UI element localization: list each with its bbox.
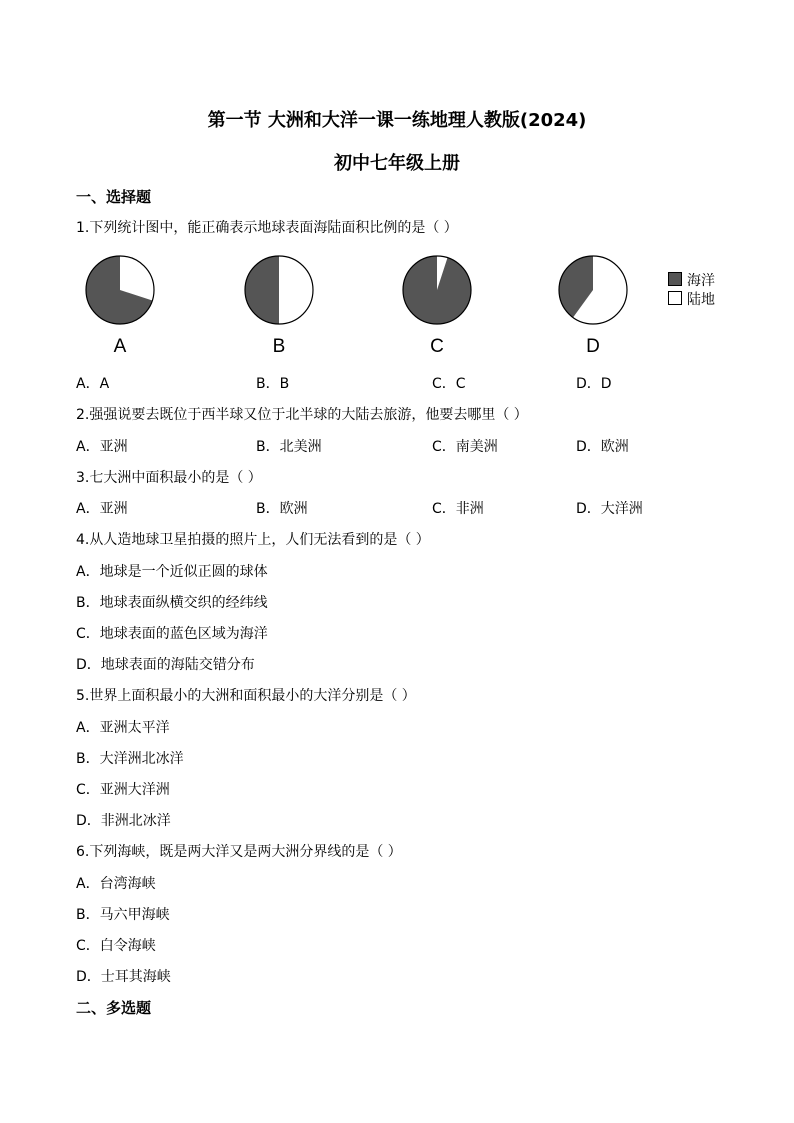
question-6-stem: 6.下列海峡，既是两大洋又是两大洲分界线的是（ ）	[76, 844, 402, 860]
pie-label-c: C	[430, 336, 444, 357]
q4-option-c: C．地球表面的蓝色区域为海洋	[76, 626, 268, 642]
question-1-stem: 1.下列统计图中，能正确表示地球表面海陆面积比例的是（ ）	[76, 220, 458, 236]
q6-option-c: C．白令海峡	[76, 938, 156, 954]
q3-option-a: A．亚洲	[76, 501, 128, 517]
legend-swatch-ocean	[668, 272, 682, 286]
pie-chart-a	[84, 254, 156, 326]
q1-option-b: B．B	[256, 376, 290, 392]
q2-option-a: A．亚洲	[76, 439, 128, 455]
legend-swatch-land	[668, 291, 682, 305]
q6-option-a: A．台湾海峡	[76, 876, 156, 892]
pie-label-d: D	[586, 336, 600, 357]
question-2-stem: 2.强强说要去既位于西半球又位于北半球的大陆去旅游，他要去哪里（ ）	[76, 407, 528, 423]
question-5-stem: 5.世界上面积最小的大洲和面积最小的大洋分别是（ ）	[76, 688, 416, 704]
q2-option-b: B．北美洲	[256, 439, 322, 455]
question-4-stem: 4.从人造地球卫星拍摄的照片上，人们无法看到的是（ ）	[76, 532, 430, 548]
q3-option-d: D．大洋洲	[576, 501, 643, 517]
legend-label-land: 陆地	[687, 292, 715, 308]
pie-chart-c	[401, 254, 473, 326]
pie-label-a: A	[113, 336, 127, 357]
q4-option-b: B．地球表面纵横交织的经纬线	[76, 595, 268, 611]
q5-option-c: C．亚洲大洋洲	[76, 782, 170, 798]
q5-option-d: D．非洲北冰洋	[76, 813, 171, 829]
pie-label-b: B	[272, 336, 286, 357]
q4-option-d: D．地球表面的海陆交错分布	[76, 657, 255, 673]
q6-option-b: B．马六甲海峡	[76, 907, 170, 923]
q3-option-c: C．非洲	[432, 501, 484, 517]
q2-option-d: D．欧洲	[576, 439, 629, 455]
document-subtitle: 初中七年级上册	[334, 153, 460, 174]
q1-option-c: C．C	[432, 376, 466, 392]
document-title: 第一节 大洲和大洋一课一练地理人教版(2024)	[207, 110, 587, 131]
pie-chart-d	[557, 254, 629, 326]
q2-option-c: C．南美洲	[432, 439, 498, 455]
q4-option-a: A．地球是一个近似正圆的球体	[76, 564, 268, 580]
q5-option-b: B．大洋洲北冰洋	[76, 751, 184, 767]
q1-option-d: D．D	[576, 376, 612, 392]
pie-chart-b	[243, 254, 315, 326]
section-heading-multi-choice: 二、多选题	[76, 999, 152, 1017]
q6-option-d: D．士耳其海峡	[76, 969, 171, 985]
q3-option-b: B．欧洲	[256, 501, 308, 517]
pie-b-ocean-slice	[245, 256, 279, 324]
q1-option-a: A．A	[76, 376, 110, 392]
question-3-stem: 3.七大洲中面积最小的是（ ）	[76, 470, 262, 486]
q5-option-a: A．亚洲太平洋	[76, 720, 170, 736]
section-heading-single-choice: 一、选择题	[76, 188, 152, 206]
legend-label-ocean: 海洋	[687, 273, 715, 289]
